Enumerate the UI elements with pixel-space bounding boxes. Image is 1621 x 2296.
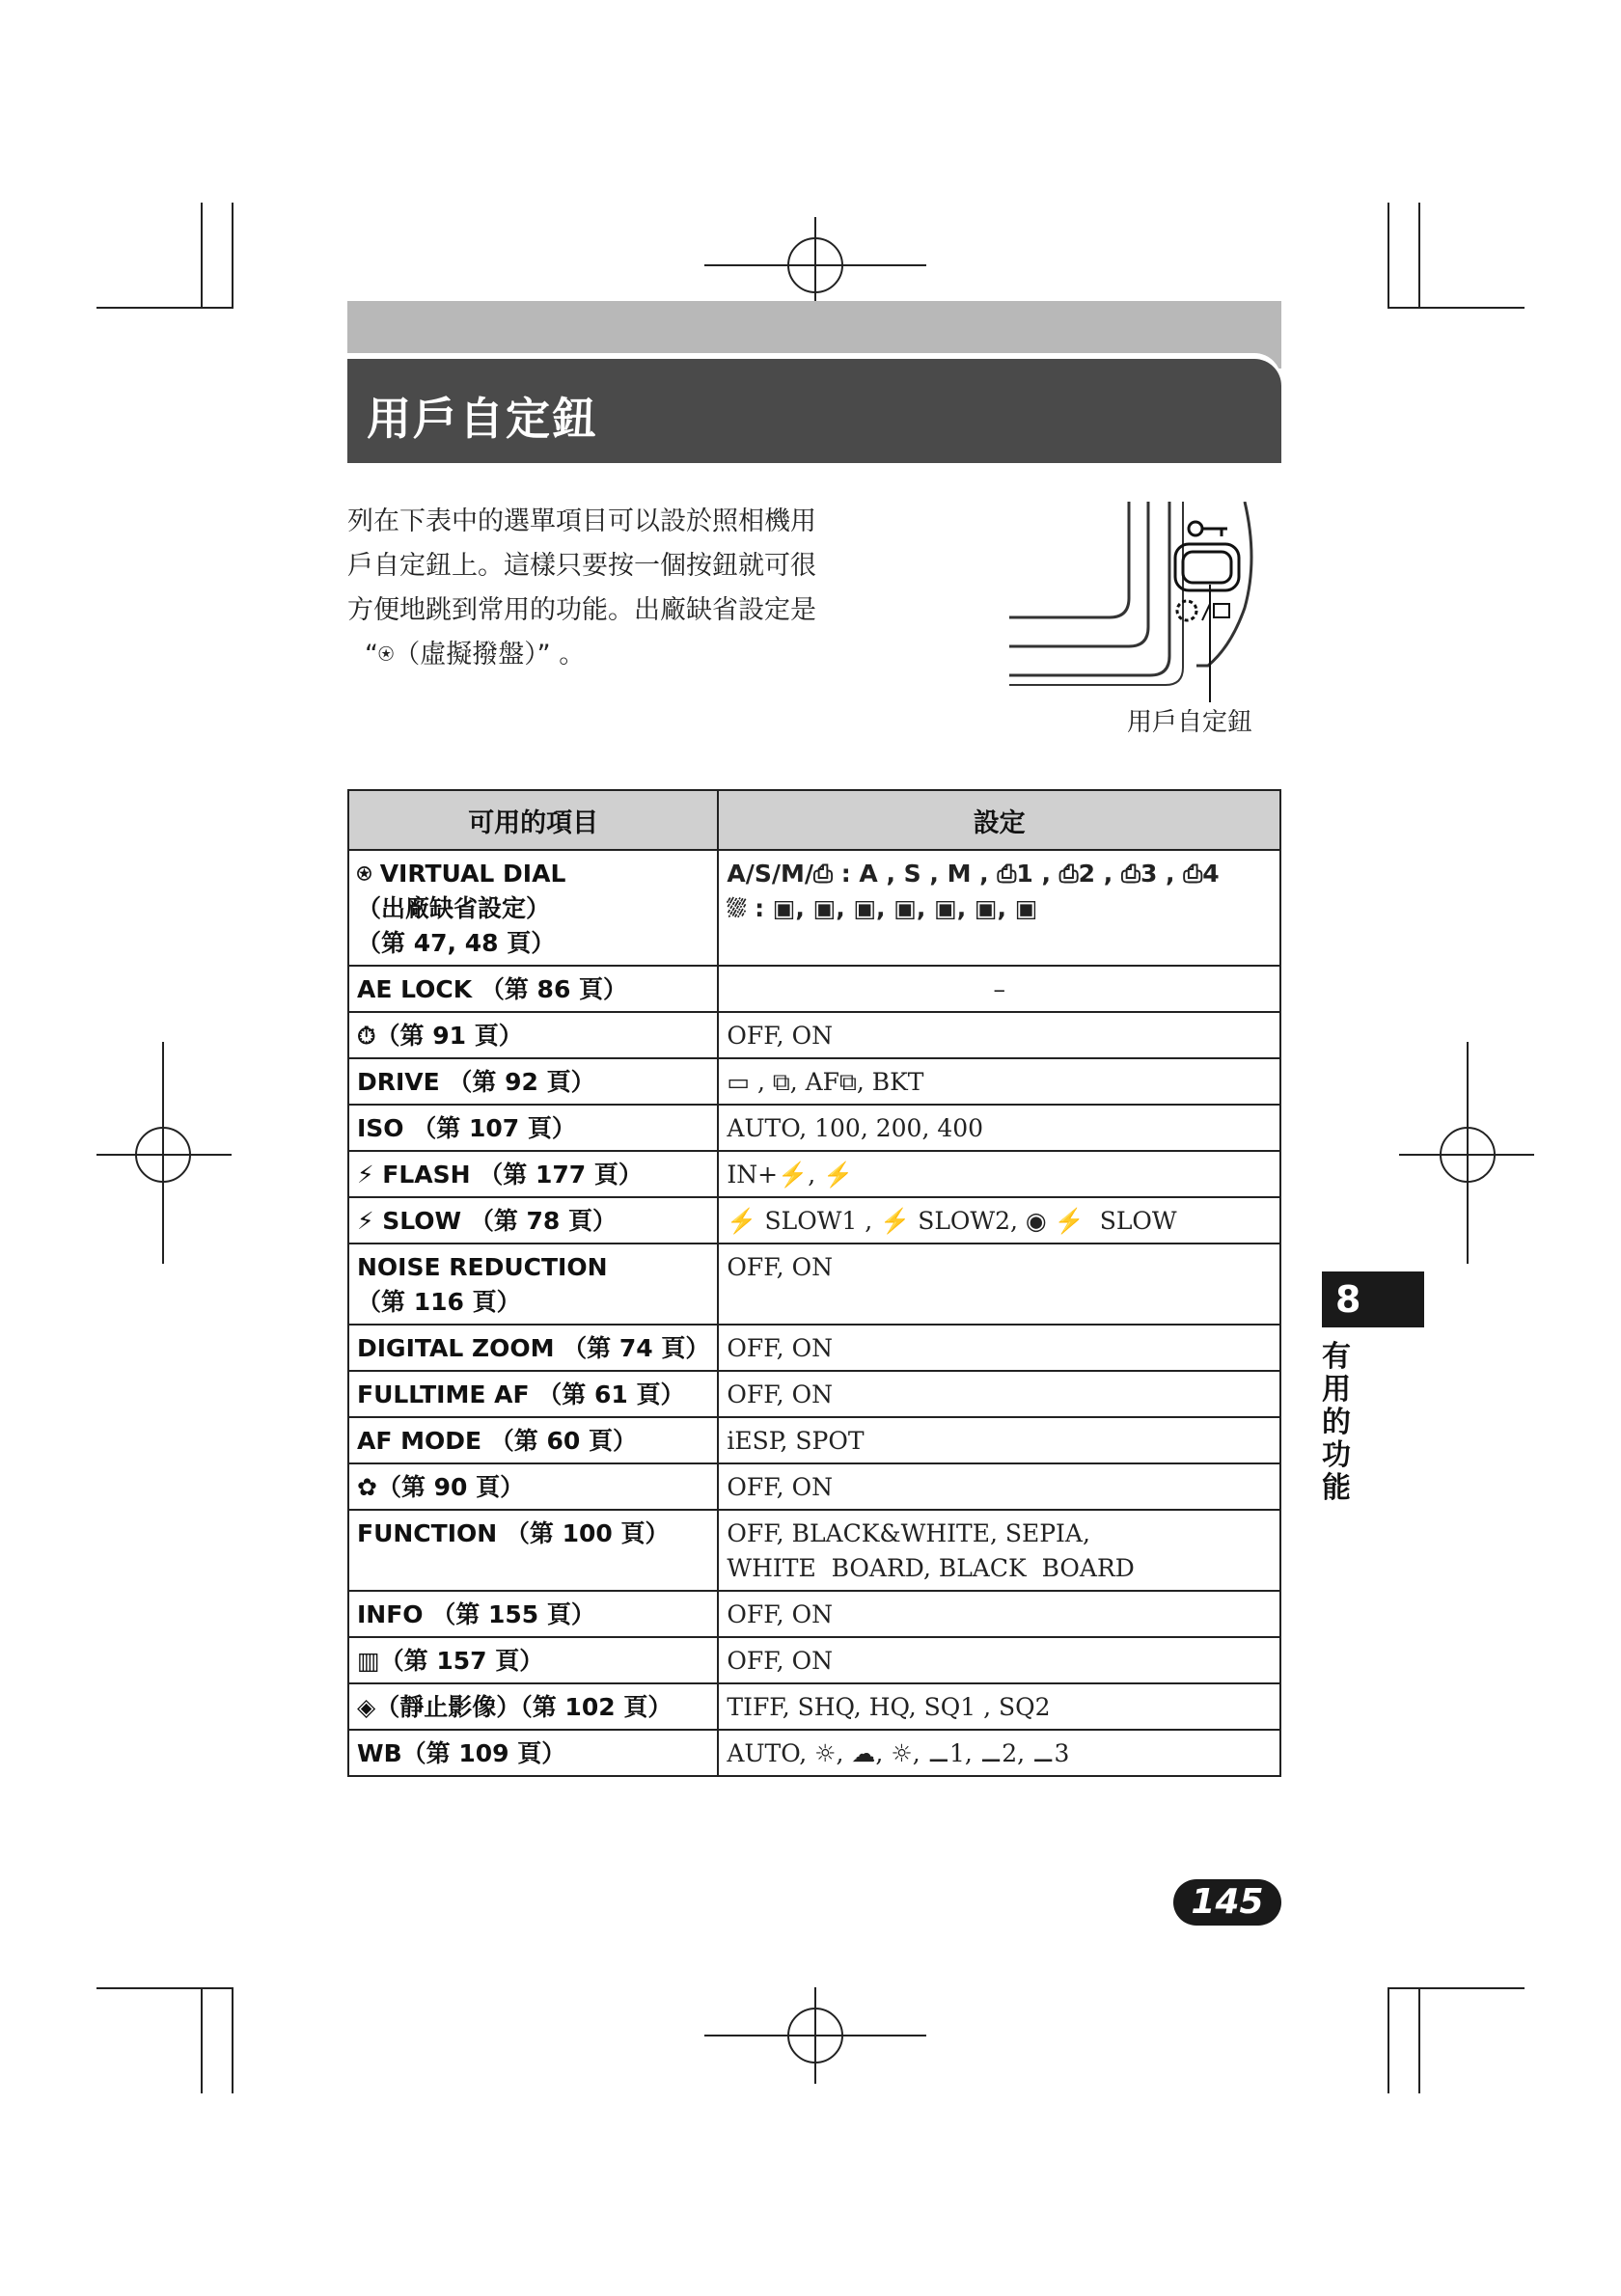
table-row [348, 1591, 1280, 1637]
print-icon [1214, 604, 1229, 617]
chapter-label [1322, 1341, 1360, 1505]
table-row [348, 1510, 1280, 1591]
setting-line: IN+⚡, ⚡ [727, 1161, 854, 1189]
item-line: INFO （第 155 頁） [357, 1600, 595, 1628]
chapter-label-char: 能 [1322, 1471, 1351, 1505]
header-setting: 設定 [718, 790, 1280, 850]
item-cell [348, 1683, 718, 1730]
item-line: ✿（第 90 頁） [357, 1473, 525, 1501]
table-row [348, 1463, 1280, 1510]
table-row [348, 1371, 1280, 1417]
setting-cell [718, 1637, 1280, 1683]
item-line: NOISE REDUCTION [357, 1253, 608, 1281]
setting-line: – [993, 975, 1005, 1003]
item-line: （出廠缺省設定） [357, 894, 551, 922]
item-cell [348, 1325, 718, 1371]
item-line: ⍟ VIRTUAL DIAL [357, 860, 566, 888]
table-row [348, 1105, 1280, 1151]
registration-mark-left [96, 1095, 232, 1220]
table-body [348, 850, 1280, 1776]
intro-paragraph [347, 500, 907, 677]
item-cell [348, 1591, 718, 1637]
table-row [348, 1197, 1280, 1244]
table-row [348, 850, 1280, 966]
setting-cell [718, 1058, 1280, 1105]
settings-table [347, 789, 1281, 1777]
item-line: AF MODE （第 60 頁） [357, 1427, 637, 1455]
setting-line: iESP, SPOT [727, 1427, 865, 1455]
item-cell [348, 1637, 718, 1683]
table-row [348, 1417, 1280, 1463]
setting-line: OFF, ON [727, 1647, 833, 1675]
table-row [348, 1151, 1280, 1197]
item-line: ⚡ SLOW （第 78 頁） [357, 1207, 618, 1235]
table-row [348, 1012, 1280, 1058]
item-line: FUNCTION （第 100 頁） [357, 1519, 670, 1547]
table-row [348, 1683, 1280, 1730]
page-title: 用戶自定鈕 [367, 393, 598, 445]
setting-line: WHITE BOARD, BLACK BOARD [727, 1554, 1135, 1582]
item-cell [348, 850, 718, 966]
setting-line: ▭ , ⧉, AF⧉, BKT [727, 1068, 924, 1096]
setting-line: OFF, ON [727, 1334, 833, 1362]
setting-cell [718, 1510, 1280, 1591]
item-cell [348, 1417, 718, 1463]
chapter-label-char: 用 [1322, 1373, 1351, 1407]
item-line: ◈（靜止影像）（第 102 頁） [357, 1693, 673, 1721]
setting-line: ⛆ : ▣, ▣, ▣, ▣, ▣, ▣, ▣ [727, 894, 1038, 922]
table-row [348, 1325, 1280, 1371]
item-line: WB（第 109 頁） [357, 1739, 566, 1767]
item-cell [348, 966, 718, 1012]
item-line: ▥（第 157 頁） [357, 1647, 544, 1675]
item-line: DIGITAL ZOOM （第 74 頁） [357, 1334, 710, 1362]
item-cell [348, 1058, 718, 1105]
chapter-label-char: 的 [1322, 1406, 1351, 1439]
item-cell [348, 1371, 718, 1417]
setting-cell [718, 1371, 1280, 1417]
item-line: ISO （第 107 頁） [357, 1114, 576, 1142]
item-cell [348, 1197, 718, 1244]
intro-line: 列在下表中的選單項目可以設於照相機用 [347, 506, 816, 536]
table-row [348, 1637, 1280, 1683]
item-line: ⚡ FLASH （第 177 頁） [357, 1161, 643, 1189]
item-cell [348, 1244, 718, 1325]
setting-line: OFF, ON [727, 1022, 833, 1050]
intro-line: 戶自定鈕上。這樣只要按一個按鈕就可很 [347, 551, 816, 581]
registration-mark-top [704, 217, 926, 314]
setting-cell [718, 1325, 1280, 1371]
key-icon [1189, 522, 1227, 536]
item-cell [348, 1730, 718, 1776]
setting-line: OFF, ON [727, 1473, 833, 1501]
setting-cell [718, 1197, 1280, 1244]
item-cell [348, 1012, 718, 1058]
setting-cell [718, 1244, 1280, 1325]
item-line: ⏱（第 91 頁） [357, 1022, 523, 1050]
item-cell [348, 1510, 718, 1591]
setting-cell [718, 1012, 1280, 1058]
setting-line: OFF, ON [727, 1380, 833, 1408]
item-cell [348, 1463, 718, 1510]
setting-cell [718, 1105, 1280, 1151]
table-row [348, 1244, 1280, 1325]
setting-cell [718, 1417, 1280, 1463]
setting-line: AUTO, ☼, ☁, ☼, ⚊1, ⚊2, ⚊3 [727, 1739, 1070, 1767]
item-line: FULLTIME AF （第 61 頁） [357, 1380, 685, 1408]
chapter-number: 8 [1322, 1271, 1424, 1327]
setting-line: OFF, BLACK&WHITE, SEPIA, [727, 1519, 1090, 1547]
item-cell [348, 1151, 718, 1197]
chapter-label-char: 功 [1322, 1438, 1351, 1472]
table-row [348, 1058, 1280, 1105]
virtual-dial-icon [1177, 601, 1196, 620]
setting-cell [718, 1591, 1280, 1637]
item-line: （第 116 頁） [357, 1288, 521, 1316]
setting-cell [718, 850, 1280, 966]
header-item: 可用的項目 [348, 790, 718, 850]
item-line: AE LOCK （第 86 頁） [357, 975, 628, 1003]
setting-line: AUTO, 100, 200, 400 [727, 1114, 984, 1142]
table-header-row [348, 790, 1280, 850]
page-number: 145 [1173, 1879, 1281, 1926]
setting-cell [718, 966, 1280, 1012]
item-cell [348, 1105, 718, 1151]
setting-line: ⚡ SLOW1 , ⚡ SLOW2, ◉ ⚡ SLOW [727, 1207, 1177, 1235]
intro-line: “⍟（虛擬撥盤）” 。 [365, 640, 586, 670]
diagram-caption: 用戶自定鈕 [1127, 708, 1253, 737]
intro-line: 方便地跳到常用的功能。出廠缺省設定是 [347, 595, 816, 625]
setting-line: OFF, ON [727, 1253, 833, 1281]
item-line: （第 47, 48 頁） [357, 929, 556, 957]
chapter-label-char: 有 [1322, 1340, 1351, 1374]
setting-cell [718, 1151, 1280, 1197]
setting-cell [718, 1730, 1280, 1776]
setting-line: TIFF, SHQ, HQ, SQ1 , SQ2 [727, 1693, 1051, 1721]
registration-mark-bottom [704, 1987, 926, 2084]
setting-cell [718, 1463, 1280, 1510]
item-line: DRIVE （第 92 頁） [357, 1068, 595, 1096]
registration-mark-right [1399, 1095, 1534, 1220]
setting-line: OFF, ON [727, 1600, 833, 1628]
table-row [348, 1730, 1280, 1776]
table-row [348, 966, 1280, 1012]
setting-line: A/S/M/⎙ : A , S , M , ⎙1 , ⎙2 , ⎙3 , ⎙4 [727, 860, 1220, 888]
setting-cell [718, 1683, 1280, 1730]
